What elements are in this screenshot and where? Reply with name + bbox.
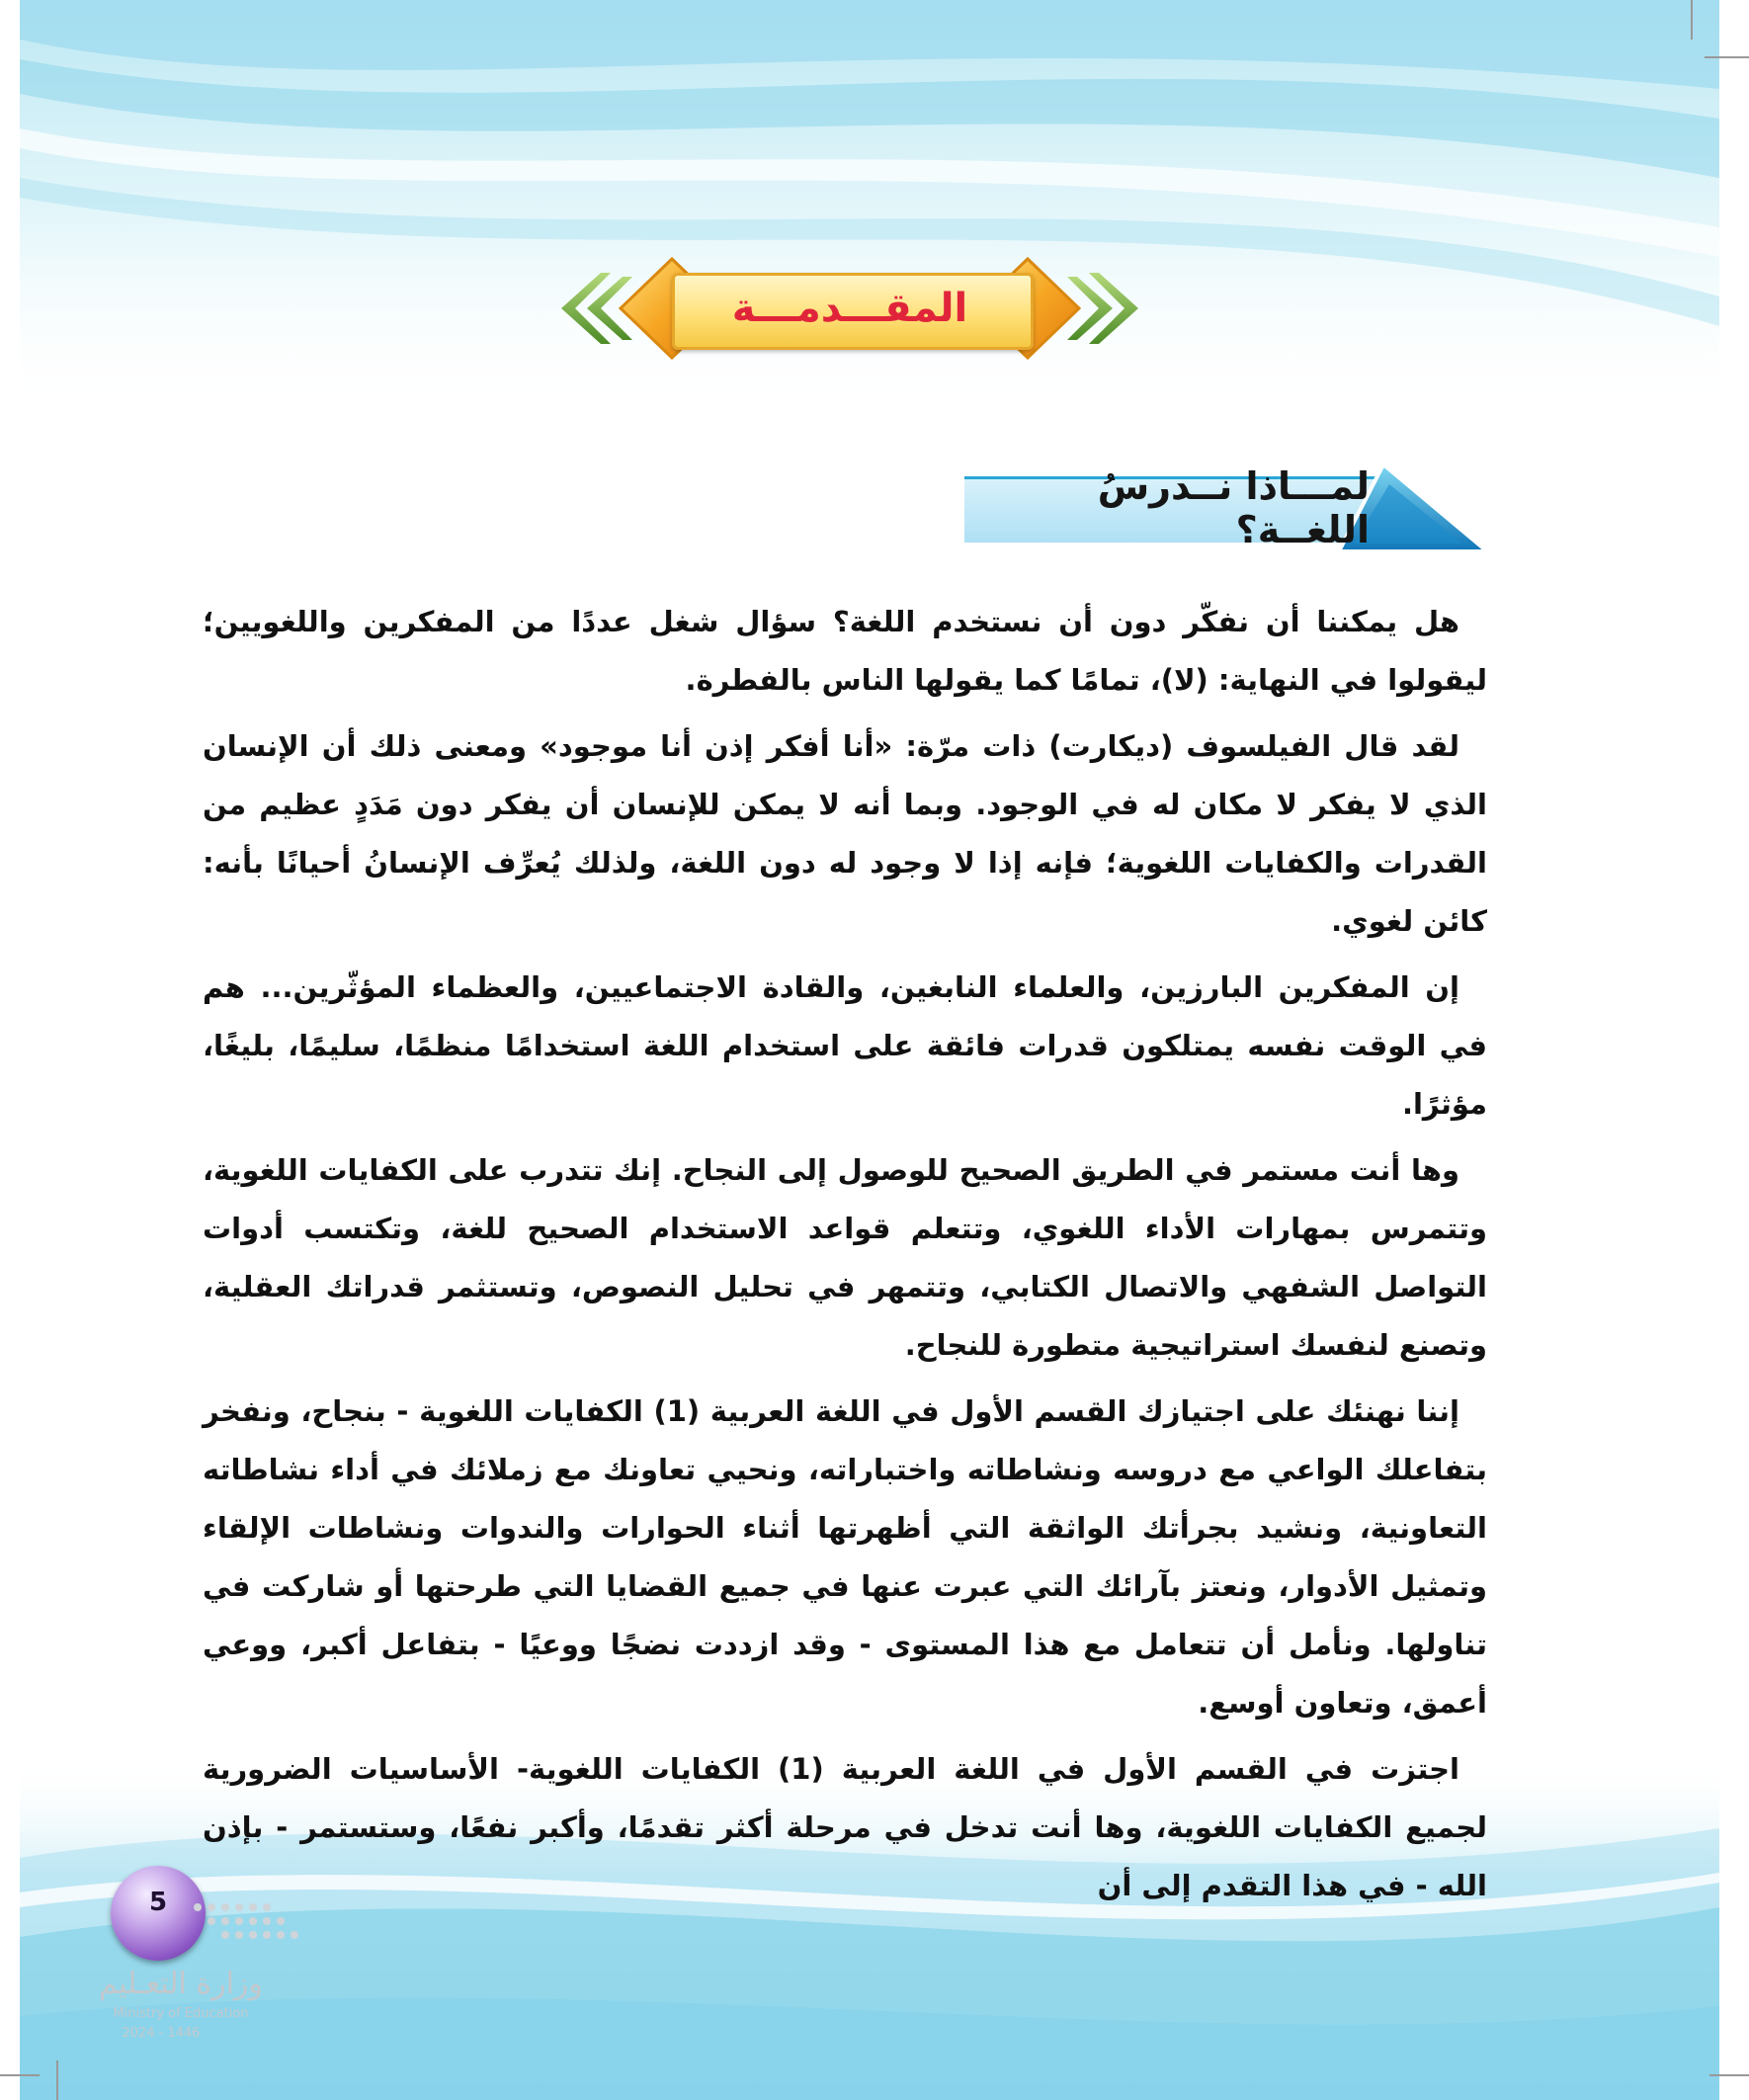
paragraph-2: لقد قال الفيلسوف (ديكارت) ذات مرّة: «أنا أفكر إذن أنا موجود» ومعنى ذلك أن الإنسان الذي لا يفكر لا مكان له في الوجود. وبما أنه لا يمكن للإنسان أن يفكر دون مَدَدٍ عظيم من القدرات والكفايات اللغوية؛ فإنه إذا لا وجود له دون اللغة، ولذلك يُعرِّف الإنسانُ أحيانًا بأنه: كائن لغوي. [203,729,1487,938]
article-body [203,593,1487,1923]
ministry-name-arabic: وزارة التعـليم [99,1967,263,2001]
section-heading [958,445,1492,563]
ministry-year: 2024 - 1446 [122,2026,201,2041]
paragraph-1: هل يمكننا أن نفكّر دون أن نستخدم اللغة؟ سؤال شغل عددًا من المفكرين واللغويين؛ ليقولوا في النهاية: (لا)، تمامًا كما يقولها الناس بالفطرة. [203,605,1487,697]
banner-title: المقـــدمـــة [731,286,968,331]
paragraph-5: إننا نهنئك على اجتيازك القسم الأول في اللغة العربية (1) الكفايات اللغوية - بنجاح، ونفخر بتفاعلك الواعي مع دروسه ونشاطاته واختباراته، ونحيي تعاونك مع زملائك في أداء نشاطاته التعاونية، ونشيد بجرأتك الواثقة التي أظهرتها أثناء الحوارات والندوات ونشاطات الإلقاء وتمثيل الأدوار، ونعتز بآرائك التي عبرت عنها في جميع القضايا التي طرحتها أو شاركت في تناولها. ونأمل أن تتعامل مع هذا المستوى - وقد ازددت نضجًا ووعيًا - بتفاعل أكبر، ووعي أعمق، وتعاون أوسع. [203,1394,1487,1720]
paragraph-4: وها أنت مستمر في الطريق الصحيح للوصول إلى النجاح. إنك تتدرب على الكفايات اللغوية، وتتمرس بمهارات الأداء اللغوي، وتتعلم قواعد الاستخدام الصحيح للغة، وتكتسب أدوات التواصل الشفهي والاتصال الكتابي، وتتمهر في تحليل النصوص، وتستثمر قدراتك العقلية، وتصنع لنفسك استراتيجية متطورة للنجاح. [203,1153,1487,1362]
page-number: 5 [148,1888,168,1917]
section-title: لمـــاذا نــدرسُ اللغــة؟ [1097,464,1370,551]
paragraph-6: اجتزت في القسم الأول في اللغة العربية (1) الكفايات اللغوية- الأساسيات الضرورية لجميع الكفايات اللغوية، وها أنت تدخل في مرحلة أكثر تقدمًا، وأكبر نفعًا، وستستمر - بإذن الله - في هذا التقدم إلى أن [203,1752,1487,1902]
ministry-name-english: Ministry of Education [113,2006,249,2021]
paragraph-3: إن المفكرين البارزين، والعلماء النابغين، والقادة الاجتماعيين، والعظماء المؤثّرين... هم في الوقت نفسه يمتلكون قدرات فائقة على استخدام اللغة استخدامًا منظمًا، سليمًا، بليغًا، مؤثرًا. [203,970,1487,1121]
ministry-dots-icon [188,1897,316,1957]
